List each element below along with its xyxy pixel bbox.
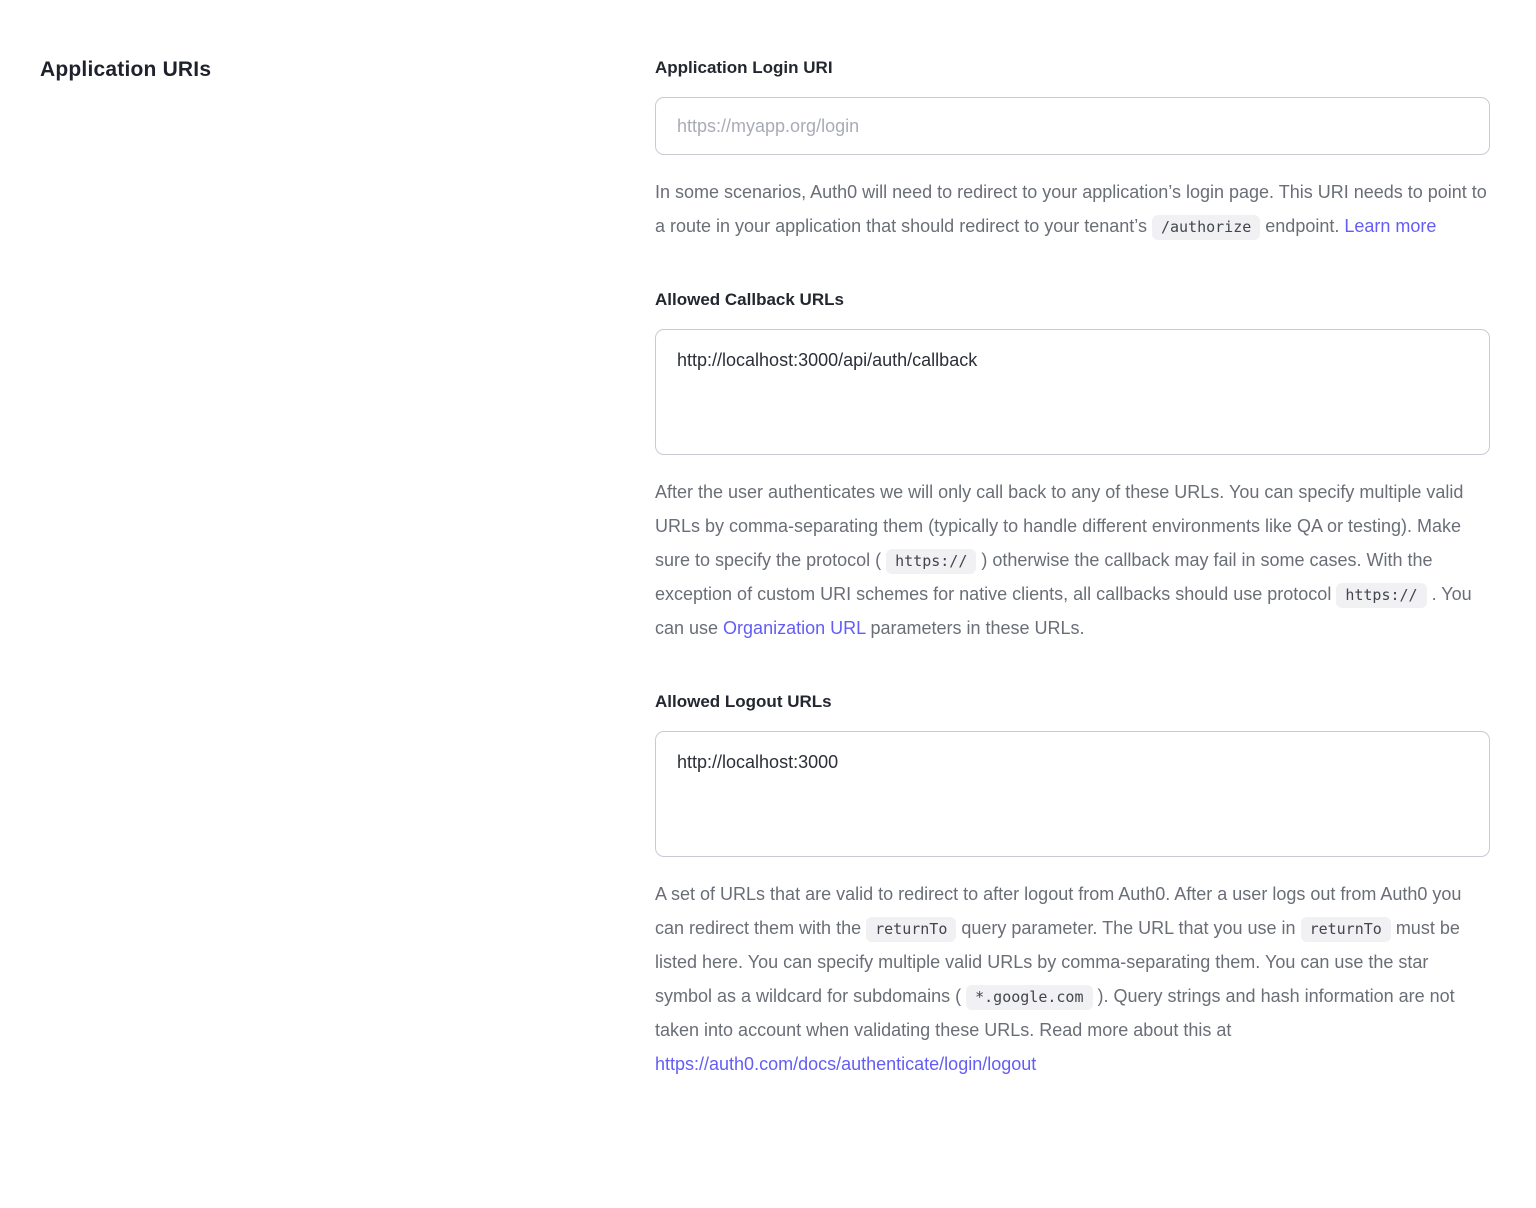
inline-code-chip: https:// (1336, 583, 1426, 608)
text-run: In some scenarios, Auth0 will need to redirect to your application’s login page. This URI needs to point to a route in your application that should redirect to your tenant’s (655, 182, 1487, 236)
text-run: query parameter. The URL that you use in (956, 918, 1301, 938)
allowed-logout-urls-label: Allowed Logout URLs (655, 692, 832, 711)
allowed-callback-urls-label: Allowed Callback URLs (655, 290, 844, 309)
text-run: . You can use (655, 584, 1472, 638)
application-login-uri-description (655, 175, 1490, 243)
inline-code-chip: https:// (886, 549, 976, 574)
inline-code-chip: *.google.com (966, 985, 1092, 1010)
allowed-callback-urls-description (655, 475, 1490, 645)
allowed-logout-urls-field (655, 692, 1490, 1081)
allowed-callback-urls-field (655, 290, 1490, 645)
allowed-callback-urls-textarea[interactable] (655, 329, 1490, 455)
section-fields-column (655, 58, 1490, 1168)
text-run: endpoint. (1260, 216, 1345, 236)
text-run: After the user authenticates we will only call back to any of these URLs. You can specify multiple valid URLs by comma-separating them (typically to handle different environments like QA or testing). Make sure to specify the protocol ( (655, 482, 1464, 570)
allowed-logout-urls-description (655, 877, 1490, 1081)
inline-code-chip: returnTo (866, 917, 956, 942)
allowed-logout-urls-textarea[interactable] (655, 731, 1490, 857)
text-run: parameters in these URLs. (865, 618, 1085, 638)
application-login-uri-label: Application Login URI (655, 58, 833, 77)
text-run: ) otherwise the callback may fail in some cases. With the exception of custom URI schemes for native clients, all callbacks should use protocol (655, 550, 1433, 604)
application-login-uri-input[interactable] (655, 97, 1490, 155)
inline-code-chip: returnTo (1301, 917, 1391, 942)
inline-code-chip: /authorize (1152, 215, 1260, 240)
logout-docs-link[interactable]: https://auth0.com/docs/authenticate/login/logout (655, 1054, 1037, 1074)
section-title-column (40, 58, 655, 1168)
text-run: ). Query strings and hash information are not taken into account when validating these URLs. Read more about this at (655, 986, 1455, 1040)
text-run: A set of URLs that are valid to redirect to after logout from Auth0. After a user logs out from Auth0 you can redirect them with the (655, 884, 1462, 938)
organization-url-link[interactable]: Organization URL (723, 618, 866, 638)
application-login-uri-field (655, 58, 1490, 243)
learn-more-link[interactable]: Learn more (1344, 216, 1437, 236)
section-title: Application URIs (40, 58, 212, 81)
text-run: must be listed here. You can specify multiple valid URLs by comma-separating them. You can use the star symbol as a wildcard for subdomains ( (655, 918, 1460, 1006)
